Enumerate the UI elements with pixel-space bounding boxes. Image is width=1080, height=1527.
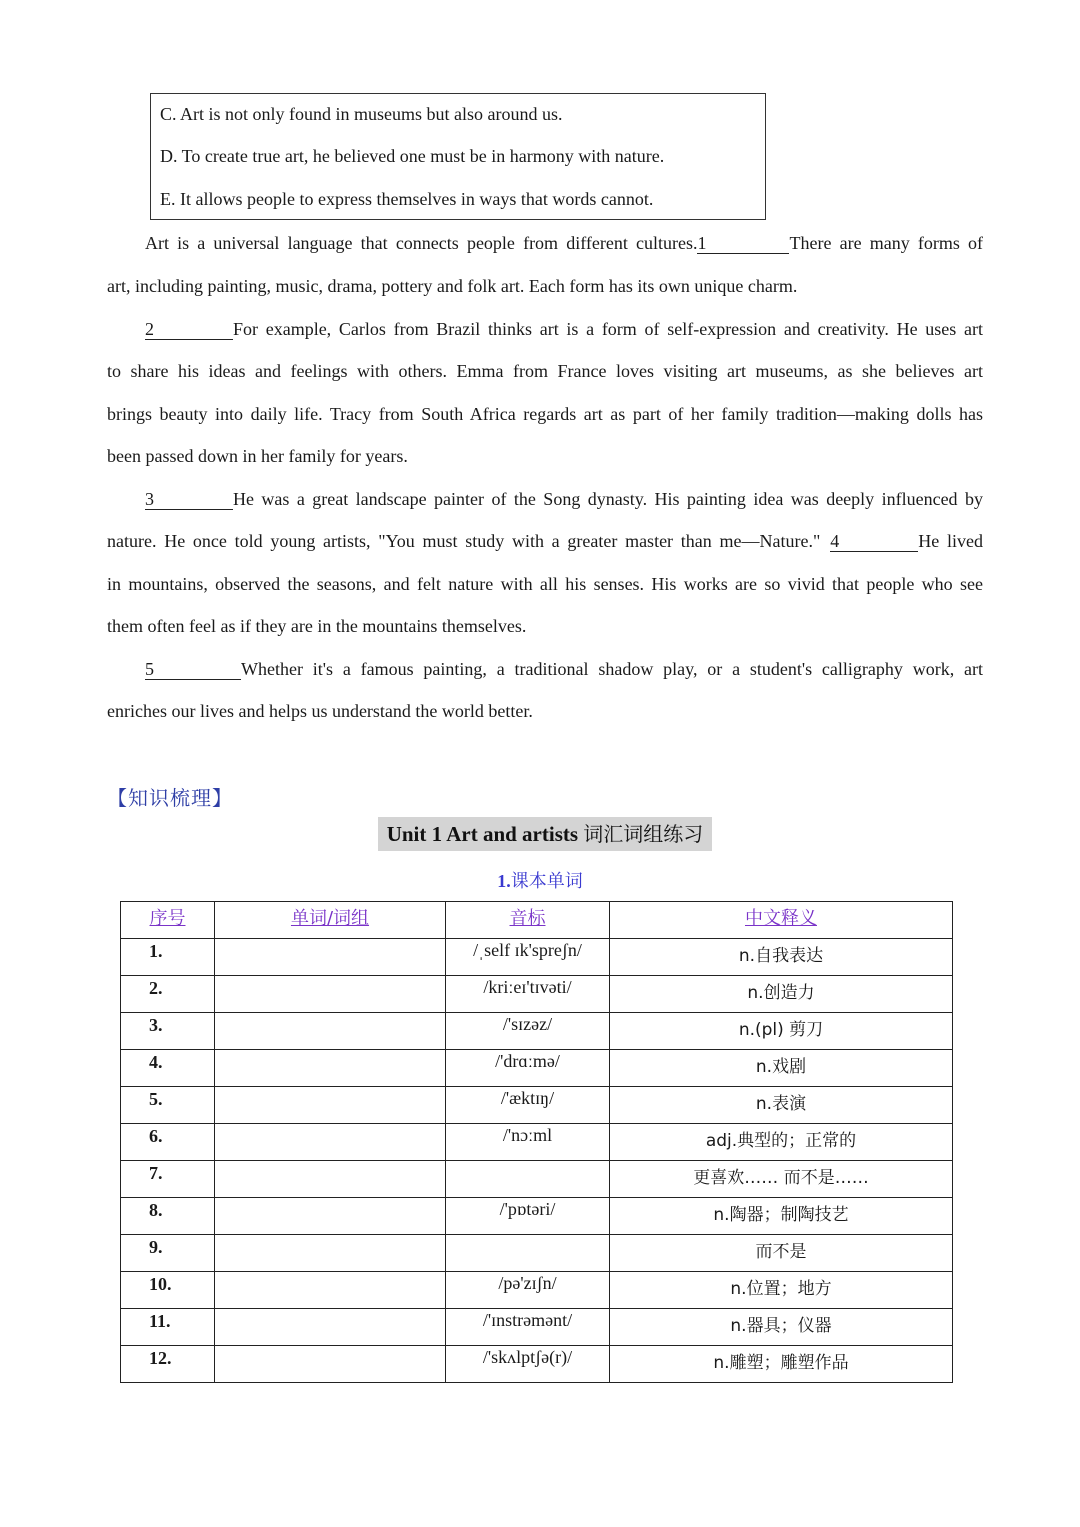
passage-line: 2 For example, Carlos from Brazil thinks art is a form of self-expression and creativity. He uses art bbox=[145, 319, 983, 339]
row-number: 4. bbox=[121, 1050, 215, 1087]
meaning-cell: n.创造力 bbox=[610, 976, 953, 1013]
options-box bbox=[150, 93, 766, 220]
row-number: 3. bbox=[121, 1013, 215, 1050]
table-row bbox=[121, 1050, 953, 1087]
row-number: 2. bbox=[121, 976, 215, 1013]
option-d: D. To create true art, he believed one must be in harmony with nature. bbox=[160, 146, 665, 166]
passage-line: brings beauty into daily life. Tracy from South Africa regards art as part of her family tradition—making dolls has bbox=[107, 404, 983, 424]
table-row bbox=[121, 1272, 953, 1309]
meaning-cell: 更喜欢…… 而不是…… bbox=[610, 1161, 953, 1198]
meaning-cell: n.器具；仪器 bbox=[610, 1309, 953, 1346]
word-cell[interactable] bbox=[215, 1198, 446, 1235]
table-row bbox=[121, 1346, 953, 1383]
blank-3[interactable]: 3 bbox=[145, 489, 233, 510]
header-meaning[interactable]: 中文释义 bbox=[610, 902, 953, 939]
vocab-table bbox=[120, 901, 953, 1383]
table-row bbox=[121, 1309, 953, 1346]
blank-1[interactable]: 1 bbox=[697, 233, 789, 254]
phonetic-cell: /'ɪnstrəmənt/ bbox=[446, 1309, 610, 1346]
row-number: 10. bbox=[121, 1272, 215, 1309]
phonetic-cell: /'nɔːml bbox=[446, 1124, 610, 1161]
phonetic-cell: /kriːeɪ'tɪvəti/ bbox=[446, 976, 610, 1013]
word-cell[interactable] bbox=[215, 1124, 446, 1161]
phonetic-cell bbox=[446, 1235, 610, 1272]
row-number: 12. bbox=[121, 1346, 215, 1383]
table-row bbox=[121, 1124, 953, 1161]
subtitle: 1.课本单词 bbox=[497, 871, 583, 892]
row-number: 8. bbox=[121, 1198, 215, 1235]
table-header-row bbox=[121, 902, 953, 939]
word-cell[interactable] bbox=[215, 1050, 446, 1087]
meaning-cell: n.(pl) 剪刀 bbox=[610, 1013, 953, 1050]
option-e: E. It allows people to express themselves in ways that words cannot. bbox=[160, 189, 654, 209]
passage-line: been passed down in her family for years. bbox=[107, 446, 408, 466]
section-heading: 【知识梳理】 bbox=[107, 786, 233, 810]
word-cell[interactable] bbox=[215, 1272, 446, 1309]
phonetic-cell: /'pɒtəri/ bbox=[446, 1198, 610, 1235]
passage-line: in mountains, observed the seasons, and felt nature with all his senses. His works are so vivid that people who see bbox=[107, 574, 983, 594]
table-row bbox=[121, 1087, 953, 1124]
row-number: 5. bbox=[121, 1087, 215, 1124]
table-row bbox=[121, 1235, 953, 1272]
meaning-cell: n.戏剧 bbox=[610, 1050, 953, 1087]
meaning-cell: n.雕塑；雕塑作品 bbox=[610, 1346, 953, 1383]
meaning-cell: n.陶器；制陶技艺 bbox=[610, 1198, 953, 1235]
row-number: 11. bbox=[121, 1309, 215, 1346]
row-number: 1. bbox=[121, 939, 215, 976]
phonetic-cell: /'æktɪŋ/ bbox=[446, 1087, 610, 1124]
word-cell[interactable] bbox=[215, 1346, 446, 1383]
passage-line: enriches our lives and helps us understand the world better. bbox=[107, 701, 533, 721]
passage-line: to share his ideas and feelings with others. Emma from France loves visiting art museums, as she believes art bbox=[107, 361, 983, 381]
row-number: 9. bbox=[121, 1235, 215, 1272]
passage-line: 5 Whether it's a famous painting, a traditional shadow play, or a student's calligraphy work, art bbox=[145, 659, 983, 679]
word-cell[interactable] bbox=[215, 1087, 446, 1124]
blank-2[interactable]: 2 bbox=[145, 319, 233, 340]
word-cell[interactable] bbox=[215, 1161, 446, 1198]
passage-line: Art is a universal language that connects people from different cultures.1 There are many forms of bbox=[145, 233, 983, 253]
passage-line: art, including painting, music, drama, pottery and folk art. Each form has its own unique charm. bbox=[107, 276, 798, 296]
header-index[interactable]: 序号 bbox=[121, 902, 215, 939]
passage-line: 3 He was a great landscape painter of the Song dynasty. His painting idea was deeply influenced by bbox=[145, 489, 983, 509]
table-row bbox=[121, 1198, 953, 1235]
word-cell[interactable] bbox=[215, 1235, 446, 1272]
phonetic-cell: /ˌself ɪk'spreʃn/ bbox=[446, 939, 610, 976]
phonetic-cell: /'sɪzəz/ bbox=[446, 1013, 610, 1050]
meaning-cell: n.位置；地方 bbox=[610, 1272, 953, 1309]
phonetic-cell: /'drɑːmə/ bbox=[446, 1050, 610, 1087]
meaning-cell: adj.典型的；正常的 bbox=[610, 1124, 953, 1161]
table-row bbox=[121, 1013, 953, 1050]
meaning-cell: n.表演 bbox=[610, 1087, 953, 1124]
passage-line: nature. He once told young artists, "You must study with a greater master than me—Nature." 4 He lived bbox=[107, 531, 983, 551]
table-row bbox=[121, 939, 953, 976]
phonetic-cell: /'skʌlptʃə(r)/ bbox=[446, 1346, 610, 1383]
word-cell[interactable] bbox=[215, 976, 446, 1013]
option-c: C. Art is not only found in museums but also around us. bbox=[160, 104, 563, 124]
header-word[interactable]: 单词/词组 bbox=[215, 902, 446, 939]
unit-title: Unit 1 Art and artists 词汇词组练习 bbox=[378, 817, 712, 851]
table-row bbox=[121, 976, 953, 1013]
blank-4[interactable]: 4 bbox=[830, 531, 918, 552]
header-phonetic[interactable]: 音标 bbox=[446, 902, 610, 939]
passage-line: them often feel as if they are in the mountains themselves. bbox=[107, 616, 527, 636]
meaning-cell: 而不是 bbox=[610, 1235, 953, 1272]
phonetic-cell: /pə'zɪʃn/ bbox=[446, 1272, 610, 1309]
phonetic-cell bbox=[446, 1161, 610, 1198]
word-cell[interactable] bbox=[215, 939, 446, 976]
row-number: 6. bbox=[121, 1124, 215, 1161]
word-cell[interactable] bbox=[215, 1309, 446, 1346]
blank-5[interactable]: 5 bbox=[145, 659, 241, 680]
row-number: 7. bbox=[121, 1161, 215, 1198]
table-row bbox=[121, 1161, 953, 1198]
word-cell[interactable] bbox=[215, 1013, 446, 1050]
meaning-cell: n.自我表达 bbox=[610, 939, 953, 976]
